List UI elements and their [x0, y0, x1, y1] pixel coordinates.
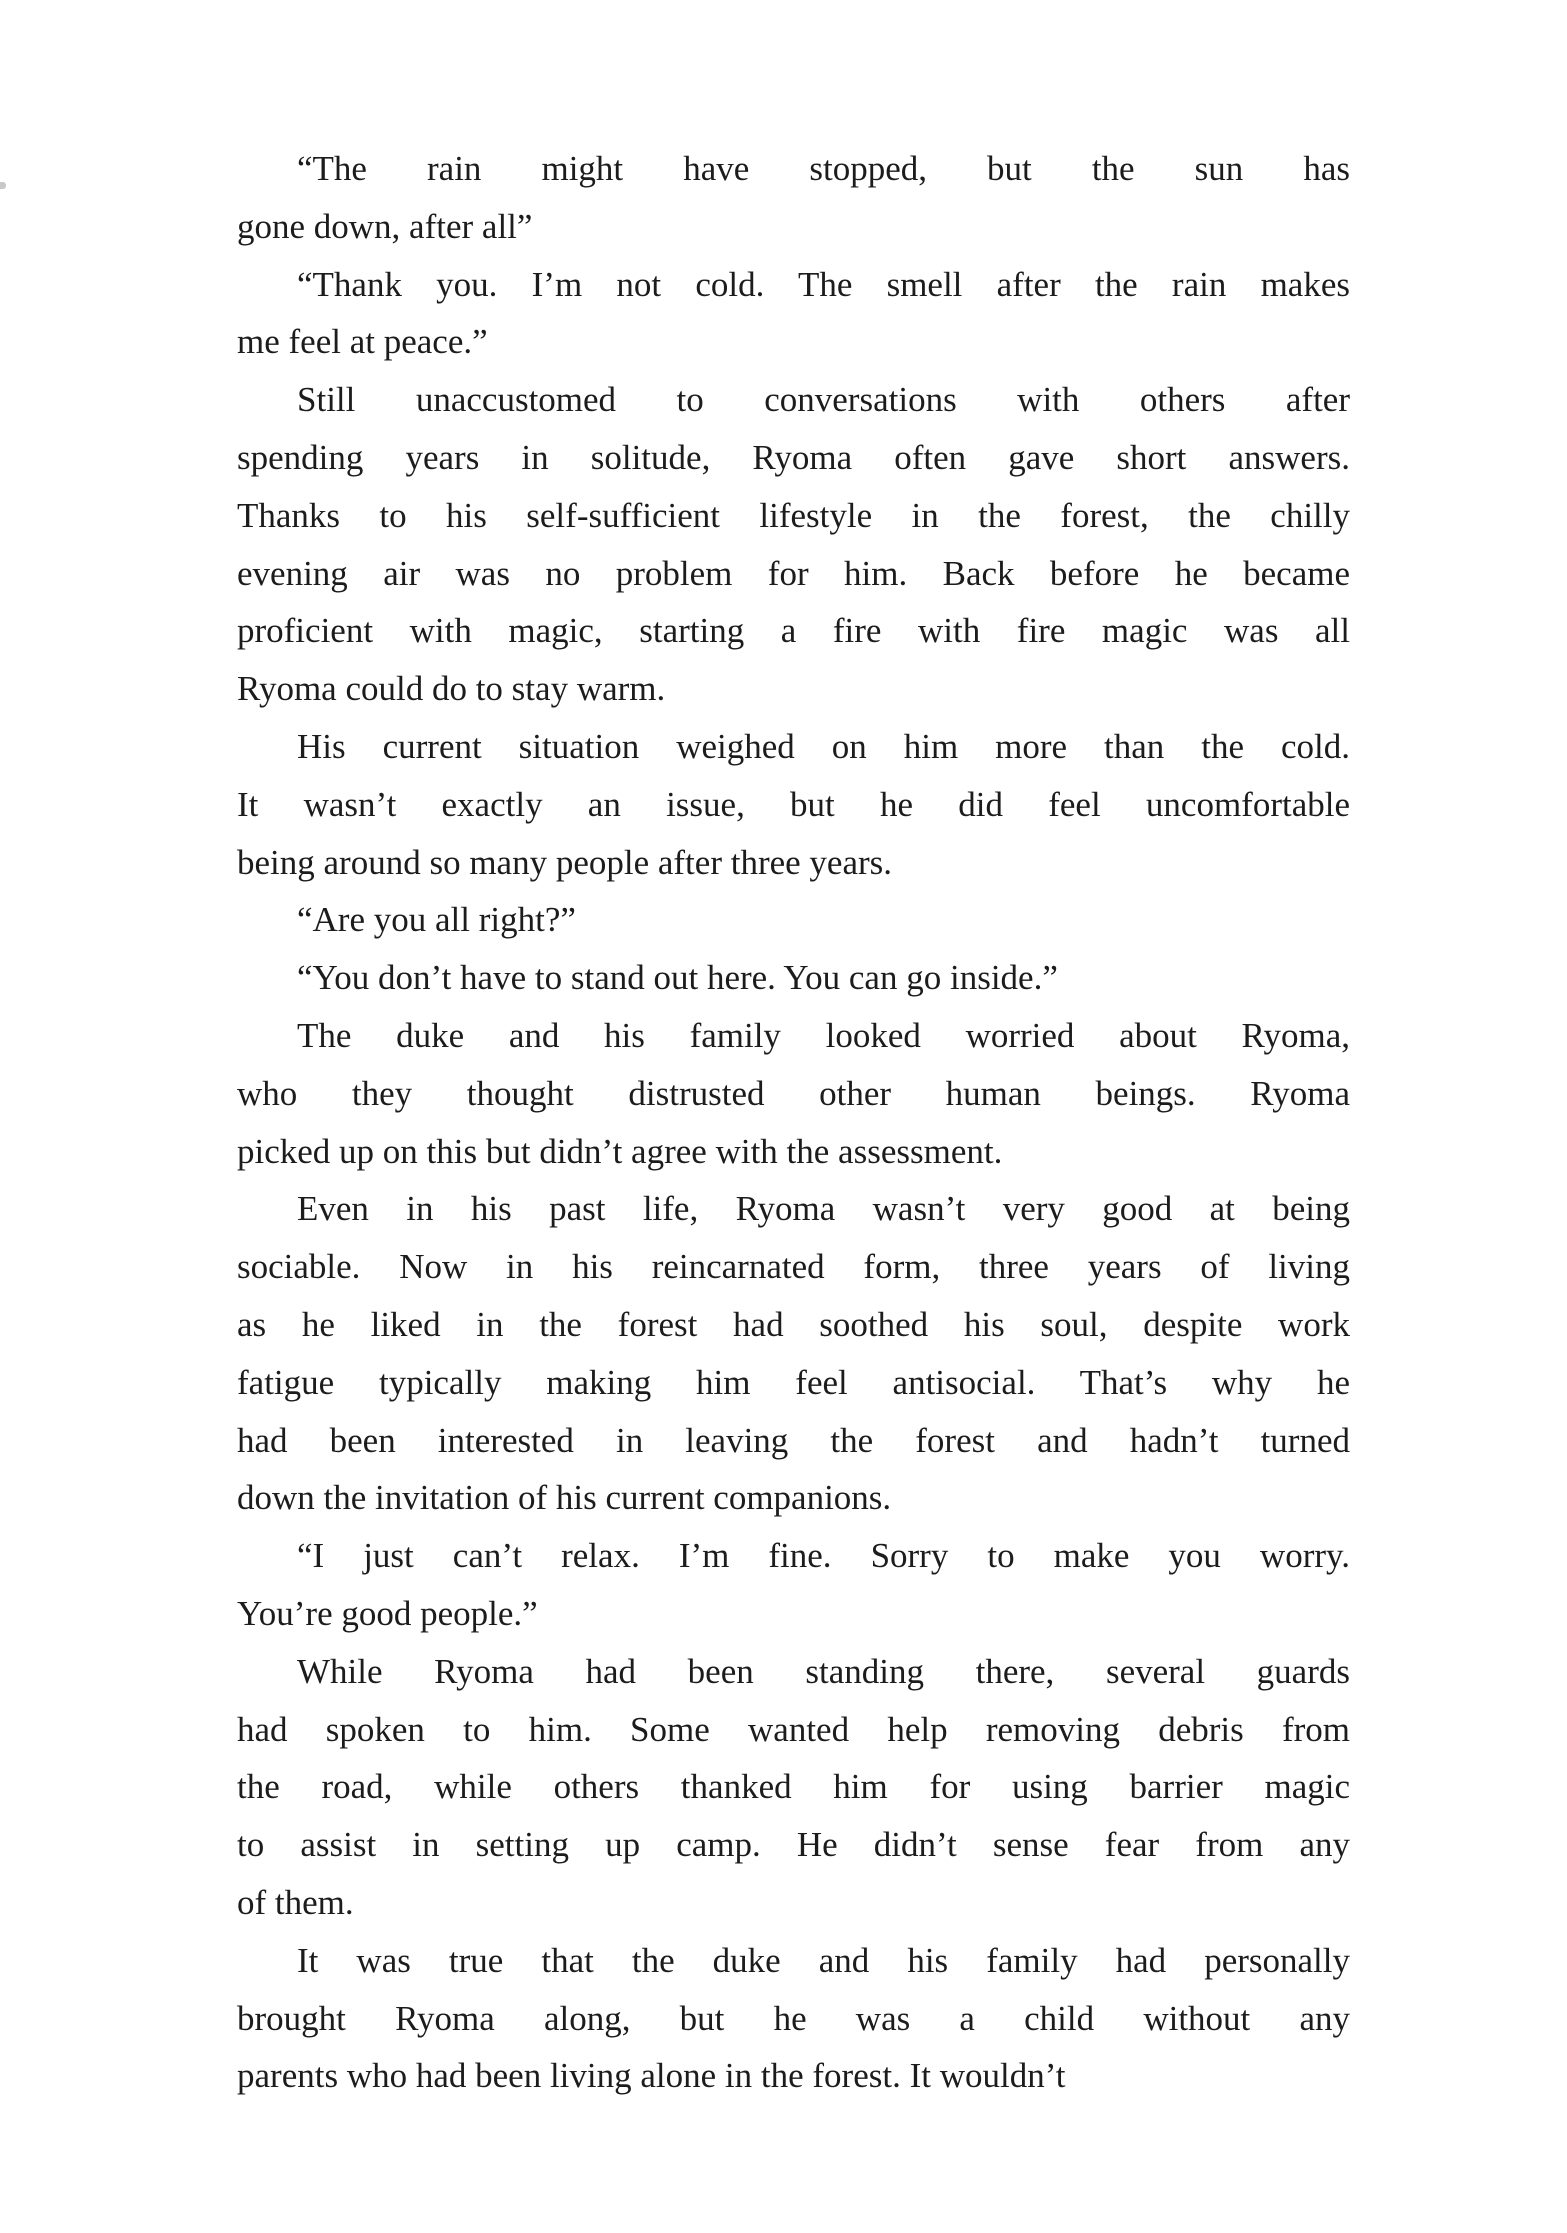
text-line: “The rain might have stopped, but the sun has — [297, 149, 1350, 188]
text-line: “I just can’t relax. I’m fine. Sorry to make you worry. — [297, 1536, 1350, 1576]
text-line: me feel at peace.” — [237, 322, 488, 362]
paragraph — [237, 1527, 1350, 1643]
paragraph — [237, 1932, 1350, 2105]
paragraph — [237, 949, 1350, 1007]
text-line: as he liked in the forest had soothed his soul, despite work — [237, 1304, 1350, 1344]
text-line: parents who had been living alone in the forest. It wouldn’t — [237, 2056, 1066, 2096]
text-line: The duke and his family looked worried about Ryoma, — [297, 1015, 1350, 1055]
text-line: sociable. Now in his reincarnated form, three years of living — [237, 1247, 1350, 1287]
paragraph — [237, 1643, 1350, 1932]
text-line: brought Ryoma along, but he was a child without any — [237, 1998, 1350, 2038]
text-line: the road, while others thanked him for using barrier magic — [237, 1767, 1350, 1807]
text-line: picked up on this but didn’t agree with the assessment. — [237, 1131, 1003, 1171]
text-line: Still unaccustomed to conversations with others after — [297, 380, 1350, 420]
text-line: While Ryoma had been standing there, several guards — [297, 1651, 1350, 1691]
text-line: It was true that the duke and his family had personally — [297, 1940, 1350, 1980]
paragraph — [237, 1180, 1350, 1527]
text-line: “Thank you. I’m not cold. The smell after the rain makes — [297, 264, 1350, 304]
scan-artifact-mark — [0, 182, 6, 189]
text-line: had spoken to him. Some wanted help removing debris from — [237, 1709, 1350, 1749]
text-line: being around so many people after three years. — [237, 842, 893, 882]
text-line: down the invitation of his current companions. — [237, 1478, 892, 1518]
text-block — [237, 140, 1350, 2105]
text-line: “You don’t have to stand out here. You can go inside.” — [297, 958, 1058, 998]
paragraph — [237, 256, 1350, 372]
text-line: evening air was no problem for him. Back before he became — [237, 553, 1350, 593]
paragraph — [237, 891, 1350, 949]
paragraph — [237, 371, 1350, 718]
text-line: You’re good people.” — [237, 1593, 538, 1633]
text-line: Ryoma could do to stay warm. — [237, 669, 666, 709]
text-line: gone down, after all” — [237, 206, 533, 246]
text-line: proficient with magic, starting a fire with fire magic was all — [237, 611, 1350, 651]
text-line: had been interested in leaving the forest and hadn’t turned — [237, 1420, 1350, 1460]
text-line: who they thought distrusted other human beings. Ryoma — [237, 1073, 1350, 1113]
text-line: of them. — [237, 1882, 354, 1922]
text-line: spending years in solitude, Ryoma often gave short answers. — [237, 437, 1350, 477]
text-line: fatigue typically making him feel antisocial. That’s why he — [237, 1362, 1350, 1402]
paragraph — [237, 140, 1350, 256]
text-line: It wasn’t exactly an issue, but he did feel uncomfortable — [237, 784, 1350, 824]
text-line: to assist in setting up camp. He didn’t sense fear from any — [237, 1825, 1350, 1865]
text-line: Even in his past life, Ryoma wasn’t very good at being — [297, 1189, 1350, 1229]
paragraph — [237, 718, 1350, 891]
text-line: “Are you all right?” — [297, 900, 576, 940]
text-line: His current situation weighed on him more than the cold. — [297, 726, 1350, 766]
paragraph — [237, 1007, 1350, 1180]
text-line: Thanks to his self-sufficient lifestyle in the forest, the chilly — [237, 495, 1350, 535]
